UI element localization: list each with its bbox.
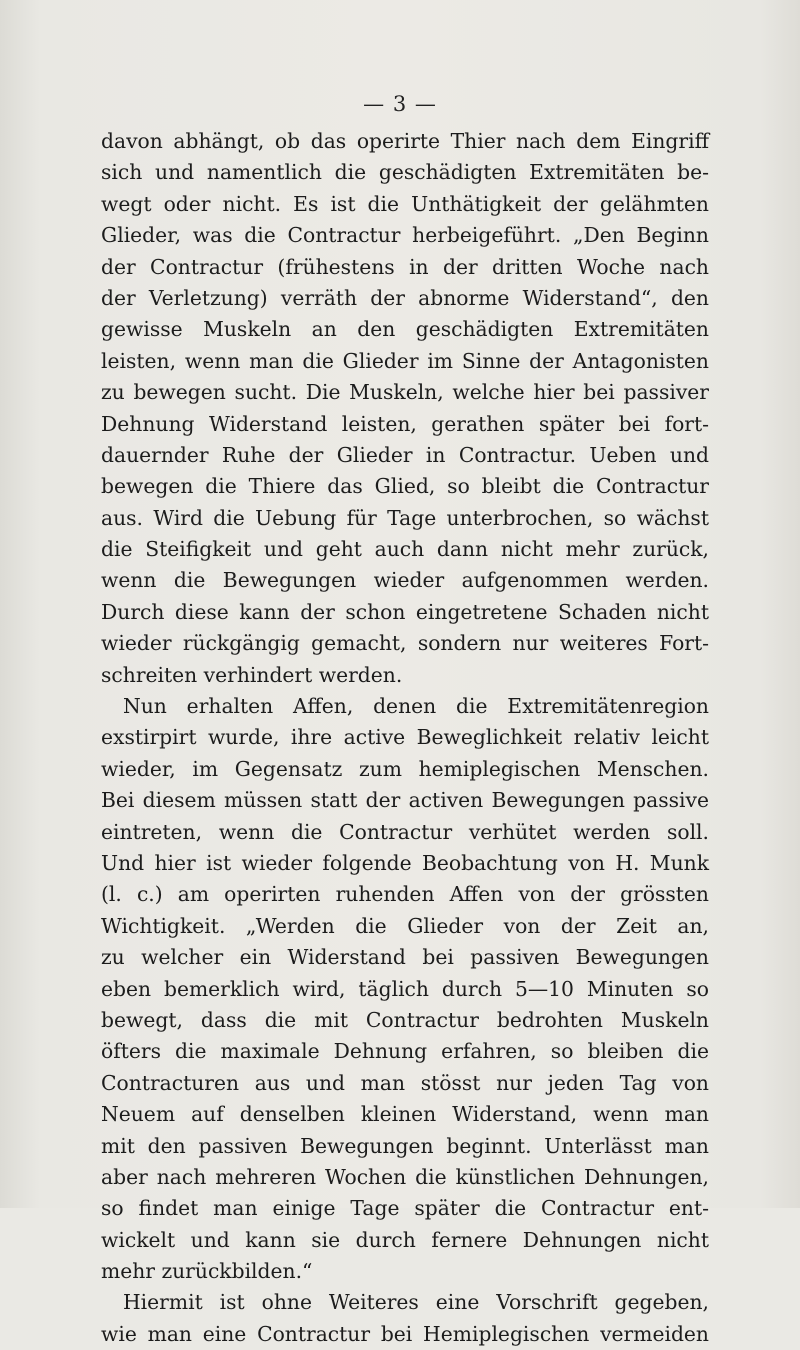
text-line: mit den passiven Bewegungen beginnt. Unterlässt man bbox=[101, 1133, 709, 1158]
text-line: (l. c.) am operirten ruhenden Affen von der grössten bbox=[101, 882, 709, 907]
text-line: sich und namentlich die geschädigten Extremitäten be- bbox=[101, 160, 709, 185]
body-text bbox=[101, 126, 709, 1350]
text-line: gewisse Muskeln an den geschädigten Extremitäten bbox=[101, 317, 709, 342]
text-line: Hiermit ist ohne Weiteres eine Vorschrift gegeben, bbox=[123, 1290, 709, 1315]
text-line: zu welcher ein Widerstand bei passiven Bewegungen bbox=[101, 945, 709, 970]
text-line: Durch diese kann der schon eingetretene Schaden nicht bbox=[101, 599, 709, 624]
text-line: wegt oder nicht. Es ist die Unthätigkeit der gelähmten bbox=[101, 191, 709, 216]
text-line: leisten, wenn man die Glieder im Sinne der Antagonisten bbox=[101, 348, 709, 373]
text-line: zu bewegen sucht. Die Muskeln, welche hier bei passiver bbox=[101, 380, 709, 405]
text-line: die Steifigkeit und geht auch dann nicht mehr zurück, bbox=[101, 537, 709, 562]
text-line: mehr zurückbilden.“ bbox=[101, 1259, 313, 1284]
text-line: so findet man einige Tage später die Contractur ent- bbox=[101, 1196, 709, 1221]
text-line: Bei diesem müssen statt der activen Bewegungen passive bbox=[101, 788, 709, 813]
text-line: Glieder, was die Contractur herbeigeführt. „Den Beginn bbox=[101, 223, 709, 248]
text-line: schreiten verhindert werden. bbox=[101, 662, 403, 687]
text-line: Neuem auf denselben kleinen Widerstand, wenn man bbox=[101, 1102, 709, 1127]
text-line: wickelt und kann sie durch fernere Dehnungen nicht bbox=[101, 1227, 709, 1252]
text-line: der Contractur (frühestens in der dritten Woche nach bbox=[101, 254, 709, 279]
text-line: öfters die maximale Dehnung erfahren, so bleiben die bbox=[101, 1039, 709, 1064]
text-line: Und hier ist wieder folgende Beobachtung von H. Munk bbox=[101, 850, 709, 875]
text-line: davon abhängt, ob das operirte Thier nach dem Eingriff bbox=[101, 129, 709, 153]
text-line: wie man eine Contractur bei Hemiplegischen vermeiden bbox=[101, 1321, 709, 1346]
text-line: wieder, im Gegensatz zum hemiplegischen Menschen. bbox=[101, 756, 709, 781]
text-line: eintreten, wenn die Contractur verhütet werden soll. bbox=[101, 819, 709, 844]
text-line: eben bemerklich wird, täglich durch 5—10 Minuten so bbox=[101, 976, 709, 1001]
text-line: Dehnung Widerstand leisten, gerathen später bei fort- bbox=[101, 411, 709, 436]
text-line: wenn die Bewegungen wieder aufgenommen werden. bbox=[101, 568, 709, 593]
text-line: wieder rückgängig gemacht, sondern nur weiteres Fort- bbox=[101, 631, 709, 656]
text-line: dauernder Ruhe der Glieder in Contractur. Ueben und bbox=[101, 442, 709, 467]
text-line: aus. Wird die Uebung für Tage unterbrochen, so wächst bbox=[101, 505, 709, 530]
text-line: der Verletzung) verräth der abnorme Widerstand“, den bbox=[101, 285, 709, 310]
text-line: Contracturen aus und man stösst nur jeden Tag von bbox=[101, 1070, 709, 1095]
text-line: aber nach mehreren Wochen die künstlichen Dehnungen, bbox=[101, 1164, 709, 1189]
text-line: bewegt, dass die mit Contractur bedrohten Muskeln bbox=[101, 1007, 709, 1032]
page-number: — 3 — bbox=[363, 92, 437, 116]
text-line: bewegen die Thiere das Glied, so bleibt die Contractur bbox=[101, 474, 709, 499]
text-line: Nun erhalten Affen, denen die Extremitätenregion bbox=[123, 694, 709, 719]
text-line: exstirpirt wurde, ihre active Beweglichkeit relativ leicht bbox=[101, 725, 709, 750]
text-line: Wichtigkeit. „Werden die Glieder von der Zeit an, bbox=[101, 913, 709, 938]
